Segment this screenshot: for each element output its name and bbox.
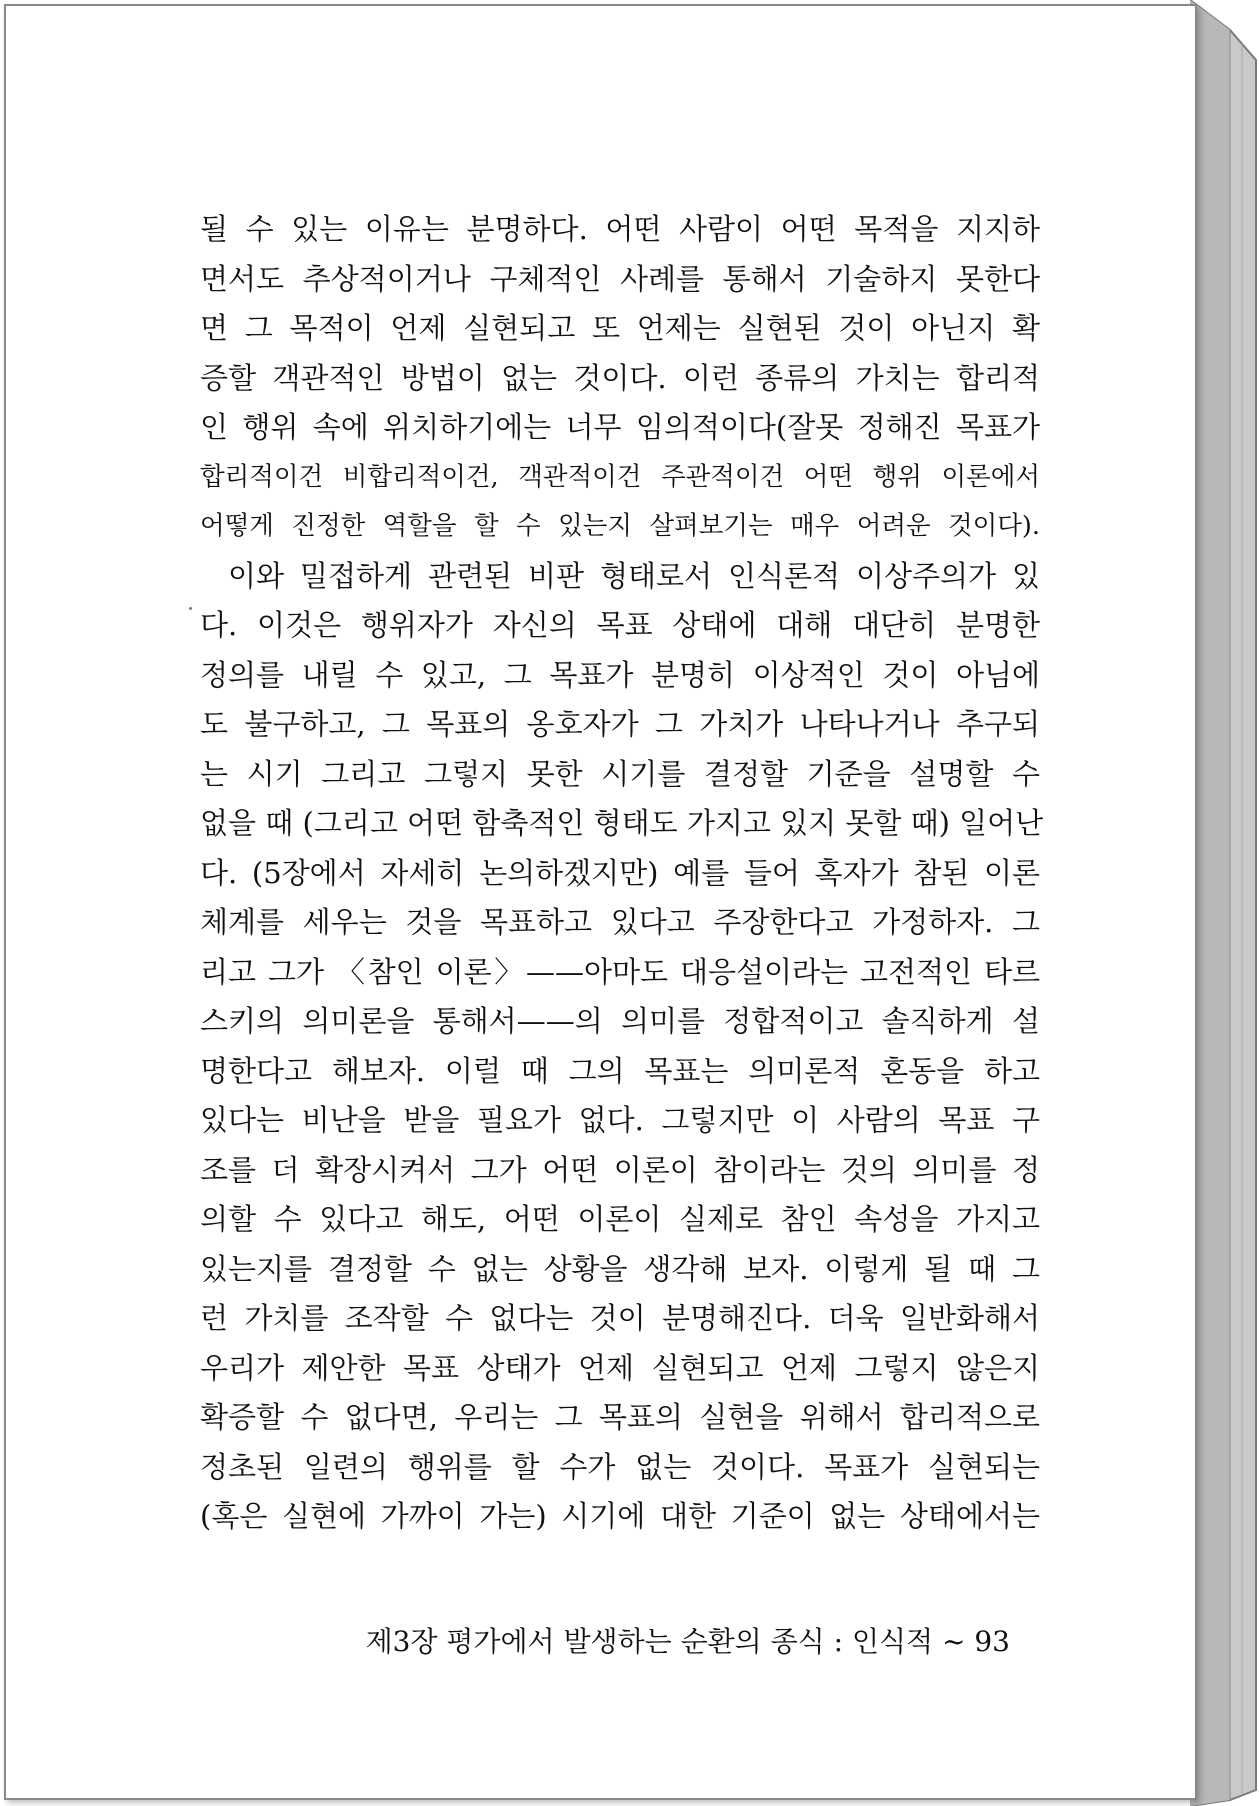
text-line: 인 행위 속에 위치하기에는 너무 임의적이다(잘못 정해진 목표가: [200, 410, 1040, 444]
text-line: 있다는 비난을 받을 필요가 없다. 그렇지만 이 사람의 목표 구: [200, 1103, 1040, 1137]
text-line: 스키의 의미론을 통해서——의 의미를 정합적이고 솔직하게 설: [200, 1004, 1040, 1038]
text-line: 될 수 있는 이유는 분명하다. 어떤 사람이 어떤 목적을 지지하: [200, 212, 1040, 246]
text-line: (혹은 실현에 가까이 가는) 시기에 대한 기준이 없는 상태에서는: [200, 1499, 1040, 1533]
text-line: 런 가치를 조작할 수 없다는 것이 분명해진다. 더욱 일반화해서: [200, 1301, 1040, 1335]
stray-mark: [189, 607, 192, 610]
text-line: 리고 그가 〈참인 이론〉——아마도 대응설이라는 고전적인 타르: [200, 954, 1040, 989]
text-line: 없을 때 (그리고 어떤 함축적인 형태도 가지고 있지 못할 때) 일어난: [200, 806, 1044, 840]
text-line: 다. (5장에서 자세히 논의하겠지만) 예를 들어 혹자가 참된 이론: [200, 855, 1040, 890]
text-line: 체계를 세우는 것을 목표하고 있다고 주장한다고 가정하자. 그: [200, 905, 1040, 939]
text-line: 의할 수 있다고 해도, 어떤 이론이 실제로 참인 속성을 가지고: [200, 1202, 1040, 1236]
text-line: 면 그 목적이 언제 실현되고 또 언제는 실현된 것이 아닌지 확: [200, 311, 1040, 345]
text-line: 있는지를 결정할 수 없는 상황을 생각해 보자. 이렇게 될 때 그: [200, 1251, 1040, 1286]
text-line: 다. 이것은 행위자가 자신의 목표 상태에 대해 대단히 분명한: [200, 608, 1040, 642]
text-line: 확증할 수 없다면, 우리는 그 목표의 실현을 위해서 합리적으로: [200, 1400, 1040, 1434]
text-line: 합리적이건 비합리적이건, 객관적이건 주관적이건 어떤 행위 이론에서: [200, 461, 1040, 492]
page-stack-edge: [1190, 0, 1259, 1806]
text-line: 명한다고 해보자. 이럴 때 그의 목표는 의미론적 혼동을 하고: [200, 1053, 1040, 1088]
body-text: [200, 205, 1044, 1542]
text-line: 조를 더 확장시켜서 그가 어떤 이론이 참이라는 것의 의미를 정: [200, 1152, 1040, 1187]
text-line: 증할 객관적인 방법이 없는 것이다. 이런 종류의 가치는 합리적: [200, 360, 1040, 395]
text-line: 정초된 일련의 행위를 할 수가 없는 것이다. 목표가 실현되는: [200, 1449, 1040, 1484]
text-line: 도 불구하고, 그 목표의 옹호자가 그 가치가 나타나거나 추구되: [200, 707, 1040, 741]
text-line: 어떻게 진정한 역할을 할 수 있는지 살펴보기는 매우 어려운 것이다).: [200, 511, 1040, 541]
text-line: 는 시기 그리고 그렇지 못한 시기를 결정할 기준을 설명할 수: [200, 756, 1040, 791]
paragraph-start-line: 이와 밀접하게 관련된 비판 형태로서 인식론적 이상주의가 있: [228, 558, 1040, 593]
text-line: 면서도 추상적이거나 구체적인 사례를 통해서 기술하지 못한다: [200, 261, 1040, 296]
text-line: 우리가 제안한 목표 상태가 언제 실현되고 언제 그렇지 않은지: [200, 1350, 1040, 1385]
text-line: 정의를 내릴 수 있고, 그 목표가 분명히 이상적인 것이 아님에: [200, 657, 1040, 692]
running-footer: 제3장 평가에서 발생하는 순환의 종식 : 인식적 ~ 93: [365, 1625, 1010, 1658]
